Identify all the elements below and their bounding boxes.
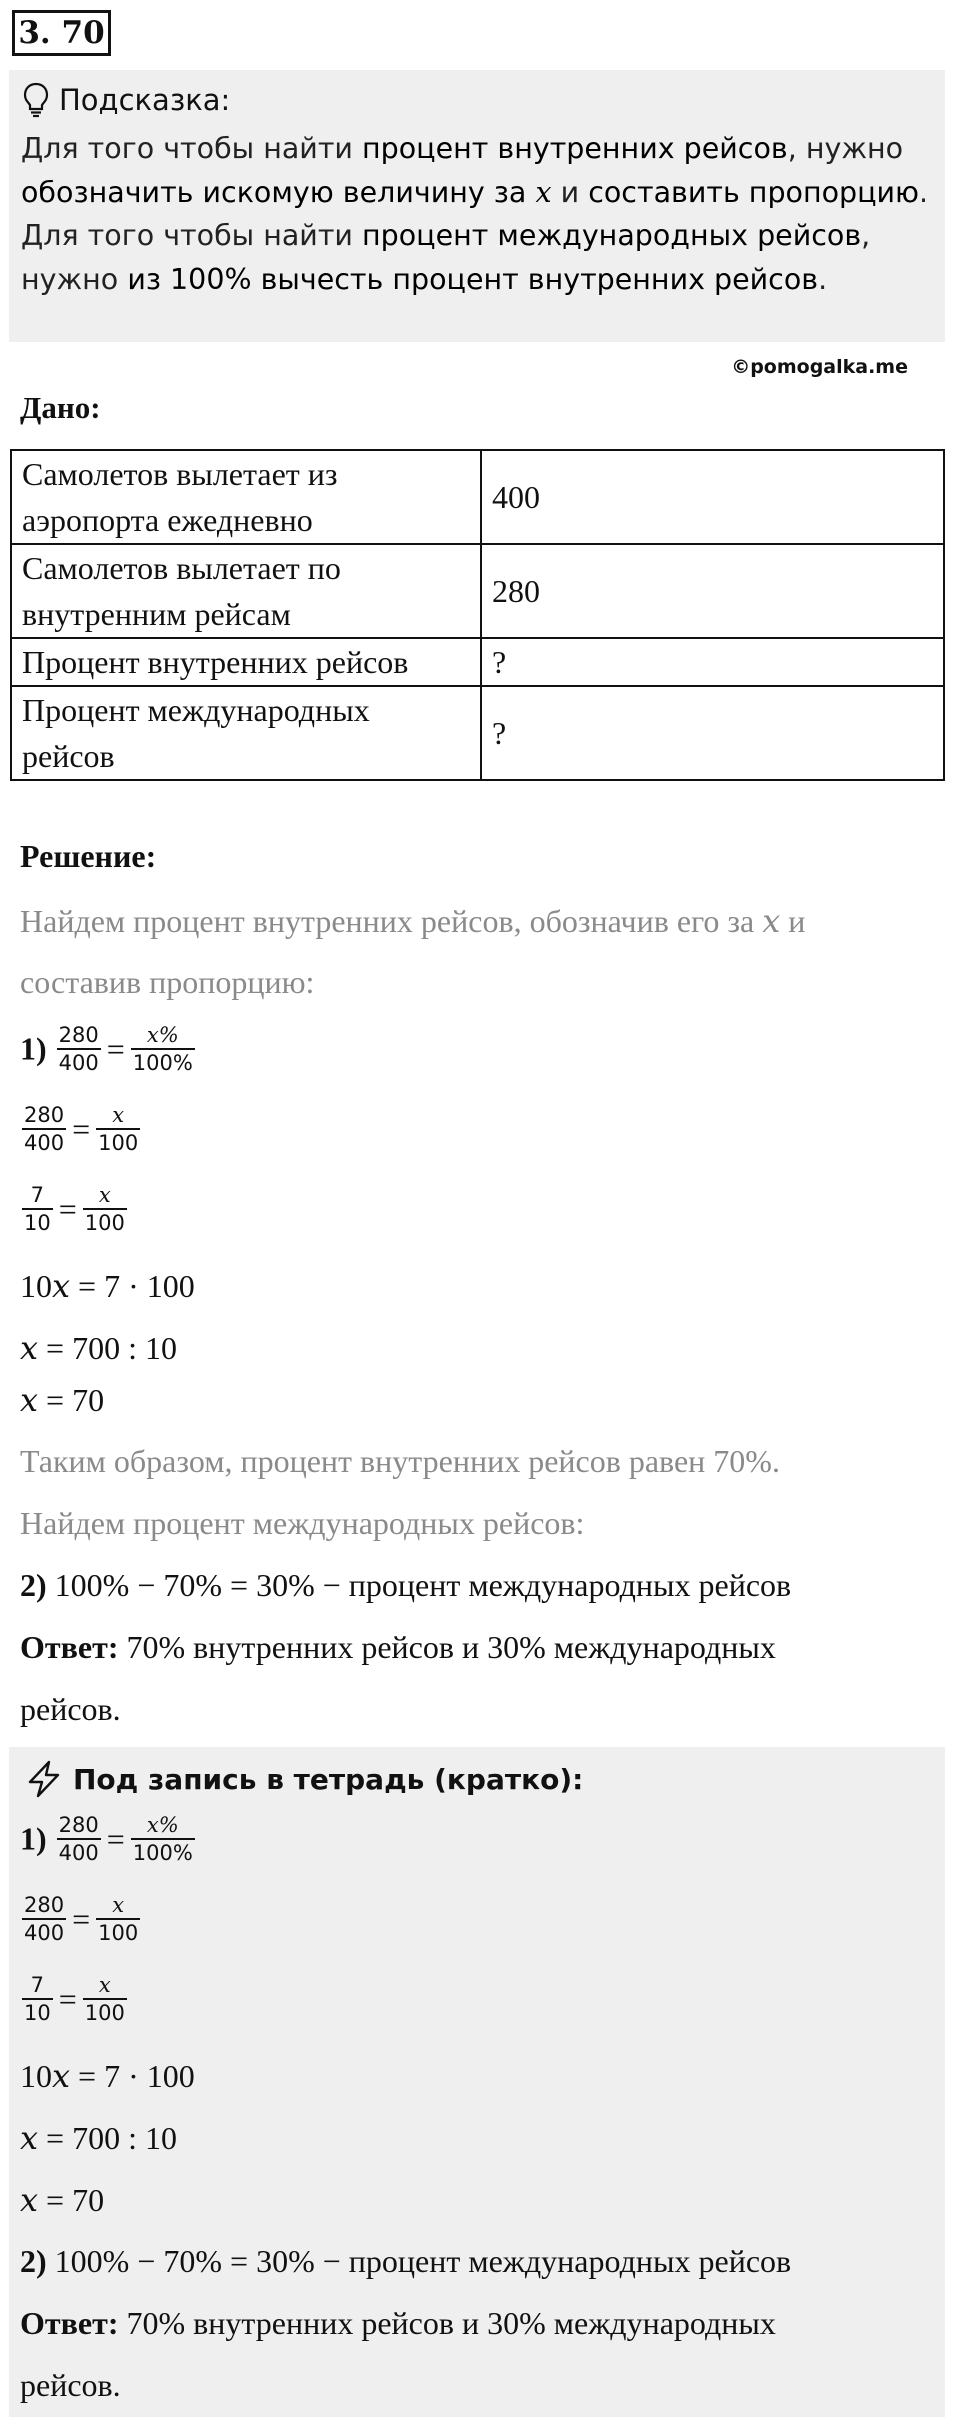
equals-sign: =	[106, 1820, 125, 1857]
table-row	[11, 686, 944, 780]
equation-6: x = 70	[20, 1381, 105, 1419]
given-label: Процент международных рейсов	[11, 686, 481, 780]
short-title: Под запись в тетрадь (кратко):	[73, 1762, 584, 1796]
short-equation-4: 10x = 7 · 100	[20, 2057, 195, 2095]
hint-text-part: нужно	[21, 262, 128, 296]
fraction: $\frac{x}{100}$	[98, 1893, 139, 1945]
fraction: $\frac{280}{400}$	[24, 1103, 65, 1155]
hint-text-part: Для того чтобы найти	[21, 219, 363, 252]
hint-line-1	[21, 127, 931, 171]
hint-text-part: и	[551, 175, 589, 209]
given-label: Самолетов вылетает по внутренним рейсам	[11, 544, 481, 638]
fraction: $\frac{x\%}{100\%}$	[132, 1023, 193, 1075]
fraction: $\frac{7}{10}$	[24, 1183, 51, 1235]
fraction: $\frac{280}{400}$	[24, 1893, 65, 1945]
given-table	[10, 449, 945, 781]
equation-4: 10x = 7 · 100	[20, 1267, 195, 1305]
fraction: $\frac{x}{100}$	[84, 1183, 125, 1235]
fraction: $\frac{x\%}{100\%}$	[132, 1813, 193, 1865]
hint-emphasis: обозначить искомую величину за	[21, 175, 536, 209]
equals-sign: =	[72, 1900, 91, 1937]
solution-title: Решение:	[20, 838, 157, 874]
given-title: Дано:	[20, 390, 101, 425]
task-number: 3. 70	[12, 10, 111, 56]
fraction: $\frac{280}{400}$	[58, 1023, 99, 1075]
hint-text	[21, 127, 931, 301]
short-equation-5: x = 700 : 10	[20, 2119, 177, 2157]
equation-3	[20, 1182, 129, 1236]
table-row	[11, 638, 944, 686]
given-value: 280	[481, 544, 944, 638]
hint-header	[23, 80, 230, 120]
variable-x: x	[535, 175, 552, 209]
equation-2	[20, 1102, 142, 1156]
hint-emphasis: процент внутренних рейсов	[362, 132, 788, 165]
short-notes-block	[9, 1747, 945, 2417]
short-answer-line-1: Ответ: 70% внутренних рейсов и 30% международных	[20, 2305, 776, 2341]
copyright: ©pomogalka.me	[731, 356, 908, 378]
lightbulb-icon	[23, 82, 49, 118]
hint-text-part: .	[818, 262, 828, 296]
short-equation-6: x = 70	[20, 2181, 105, 2219]
step-2: 2) 100% − 70% = 30% − процент международных рейсов	[20, 1567, 792, 1603]
equals-sign: =	[72, 1110, 91, 1147]
hint-text-part: , нужно	[787, 132, 904, 165]
table-row	[11, 544, 944, 638]
short-answer-line-2: рейсов.	[20, 2367, 121, 2403]
answer-line-1: Ответ: 70% внутренних рейсов и 30% международных	[20, 1629, 776, 1665]
given-value: ?	[481, 638, 944, 686]
hint-emphasis: из 100% вычесть процент внутренних рейсов	[127, 262, 819, 296]
step-label: 1)	[20, 1820, 47, 1857]
solution-intro-2: составив пропорцию:	[20, 964, 315, 1000]
short-equation-1	[20, 1812, 197, 1866]
lightning-icon	[25, 1760, 63, 1798]
short-equation-3	[20, 1972, 129, 2026]
given-label: Самолетов вылетает из аэропорта ежедневно	[11, 450, 481, 544]
equals-sign: =	[58, 1190, 77, 1227]
hint-text-part: ,	[861, 219, 871, 252]
answer-line-2: рейсов.	[20, 1691, 121, 1727]
hint-text-part: .	[919, 175, 929, 209]
given-value: ?	[481, 686, 944, 780]
short-equation-2	[20, 1892, 142, 1946]
equals-sign: =	[106, 1030, 125, 1067]
short-header	[25, 1757, 583, 1801]
fraction: $\frac{x}{100}$	[84, 1973, 125, 2025]
hint-line-3	[21, 214, 931, 258]
fraction: $\frac{280}{400}$	[58, 1813, 99, 1865]
equation-5: x = 700 : 10	[20, 1329, 177, 1367]
hint-block	[9, 70, 945, 342]
step-label: 1)	[20, 1030, 47, 1067]
hint-title: Подсказка:	[59, 83, 231, 117]
find-international: Найдем процент международных рейсов:	[20, 1505, 585, 1541]
fraction: $\frac{7}{10}$	[24, 1973, 51, 2025]
table-row	[11, 450, 944, 544]
given-label: Процент внутренних рейсов	[11, 638, 481, 686]
hint-emphasis: составить пропорцию	[588, 175, 920, 209]
solution-intro-1: Найдем процент внутренних рейсов, обозначив его за x и	[20, 902, 806, 940]
equation-1	[20, 1022, 197, 1076]
fraction: $\frac{x}{100}$	[98, 1103, 139, 1155]
conclusion: Таким образом, процент внутренних рейсов равен 70%.	[20, 1443, 780, 1479]
hint-line-2	[21, 171, 931, 215]
given-value: 400	[481, 450, 944, 544]
hint-emphasis: процент международных рейсов	[362, 219, 862, 252]
equals-sign: =	[58, 1980, 77, 2017]
short-step-2: 2) 100% − 70% = 30% − процент международных рейсов	[20, 2243, 792, 2279]
hint-text-part: Для того чтобы найти	[21, 132, 363, 165]
hint-line-4	[21, 258, 931, 302]
